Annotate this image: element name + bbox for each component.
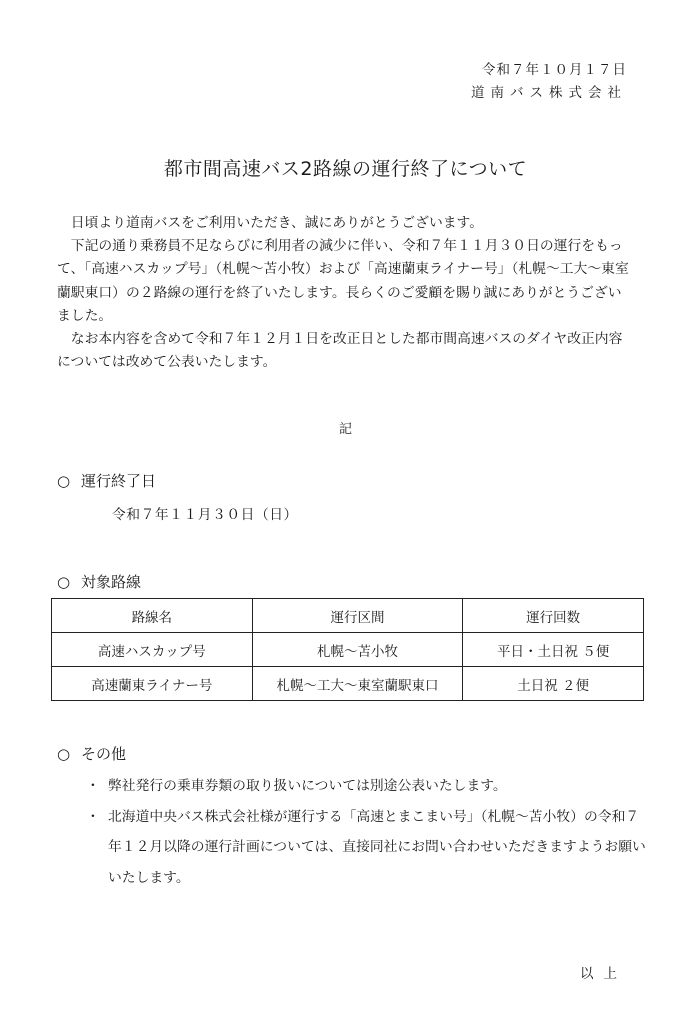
closing-mark: 以上: [580, 966, 627, 982]
document-title: 都市間高速バス2路線の運行終了について: [163, 158, 528, 180]
end-date-value: 令和７年１１月３０日（日）: [112, 507, 298, 523]
column-header-section: 運行区間: [252, 599, 463, 633]
table-cell: 土日祝 ２便: [463, 667, 644, 701]
table-row: [52, 633, 644, 667]
list-item: [86, 802, 646, 894]
body-paragraph-2: 下記の通り乗務員不足ならびに利用者の減少に伴い、令和７年１１月３０日の運行をもって、「高速ハスカップ号」（札幌～苫小牧）および「高速蘭東ライナー号」（札幌～工大～東室蘭駅東口）の２路線の運行を終了いたします。長らくのご愛顧を賜り誠にありがとうございました。: [57, 238, 629, 324]
column-header-route-name: 路線名: [52, 599, 253, 633]
ki-marker: 記: [338, 422, 352, 437]
dot-bullet-icon: ・: [86, 808, 100, 825]
circle-bullet-icon: ○: [57, 472, 71, 490]
section-routes-heading: [57, 571, 141, 592]
section-routes-title: 対象路線: [81, 573, 142, 591]
body-paragraph-1: 日頃より道南バスをご利用いただき、誠にありがとうございます。: [70, 215, 484, 231]
table-header-row: [52, 599, 644, 633]
table-cell: 高速蘭東ライナー号: [52, 667, 253, 701]
body-paragraph-3: なお本内容を含めて令和７年１２月１日を改正日とした都市間高速バスのダイヤ改正内容については改めて公表いたします。: [57, 331, 623, 371]
section-other-heading: [57, 743, 126, 764]
table-cell: 平日・土日祝 ５便: [463, 633, 644, 667]
table-row: [52, 667, 644, 701]
section-end-date-title: 運行終了日: [81, 472, 157, 490]
table-cell: 高速ハスカップ号: [52, 633, 253, 667]
note-text: 北海道中央バス株式会社様が運行する「高速とまこまい号」（札幌～苫小牧）の令和７年１２月以降の運行計画については、直接同社にお問い合わせいただきますようお願いいたします。: [108, 808, 646, 886]
body-text: [57, 212, 632, 374]
table-cell: 札幌～苫小牧: [252, 633, 463, 667]
issuer-name: 道南バス株式会社: [471, 85, 627, 101]
dot-bullet-icon: ・: [86, 778, 100, 794]
other-notes-list: [86, 771, 646, 893]
circle-bullet-icon: ○: [57, 745, 71, 763]
note-text: 弊社発行の乗車券類の取り扱いについては別途公表いたします。: [108, 778, 507, 794]
circle-bullet-icon: ○: [57, 573, 71, 591]
document-date: 令和７年１０月１７日: [482, 62, 627, 78]
list-item: [86, 771, 646, 802]
section-other-title: その他: [81, 745, 127, 763]
section-end-date-heading: [57, 470, 156, 491]
table-cell: 札幌～工大～東室蘭駅東口: [252, 667, 463, 701]
column-header-frequency: 運行回数: [463, 599, 644, 633]
routes-table: [51, 598, 644, 701]
